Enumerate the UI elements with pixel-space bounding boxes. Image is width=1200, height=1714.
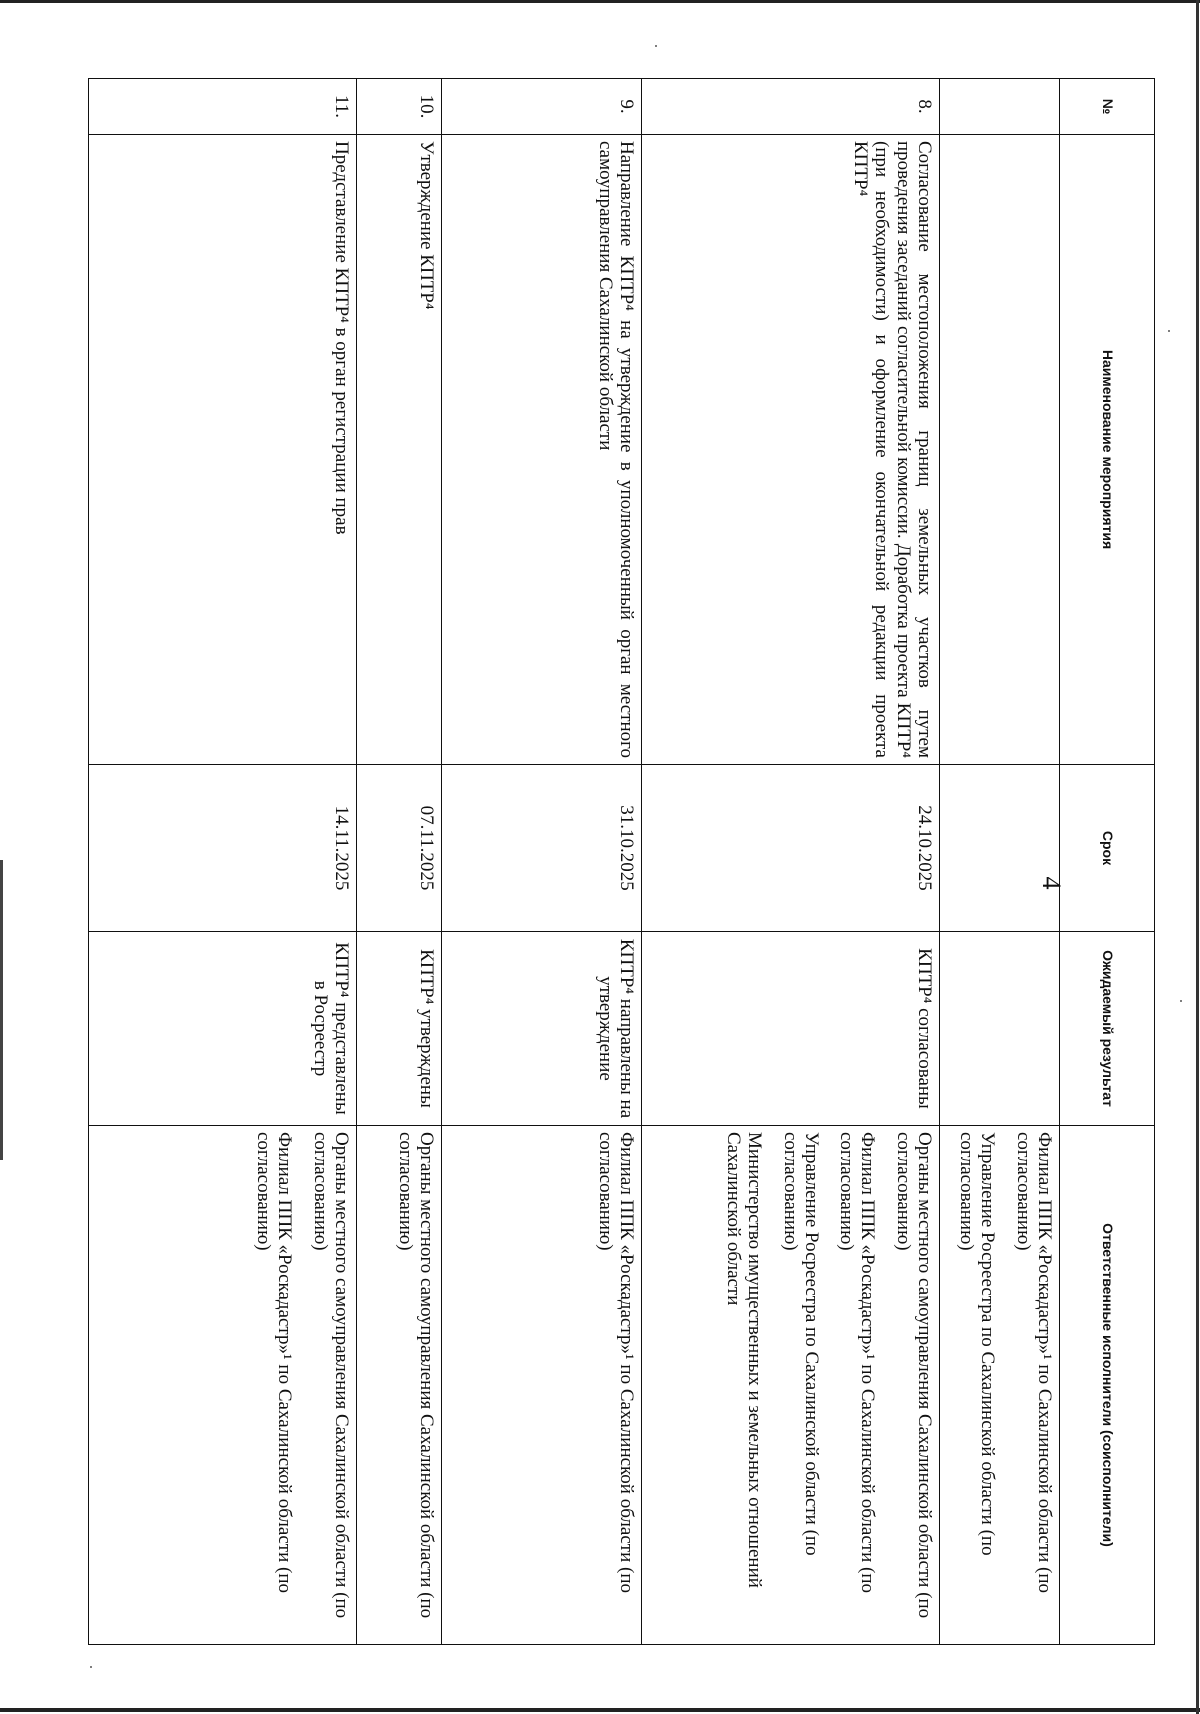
- row-result: КПТР⁴ направлены на утверждение: [442, 932, 642, 1126]
- executor: Управление Росреестра по Сахалинской области (по согласованию): [779, 1132, 822, 1556]
- row-result: КПТР⁴ согласованы: [642, 932, 940, 1126]
- executor: Филиал ППК «Роскадастр»¹ по Сахалинской области (по согласованию): [594, 1132, 637, 1593]
- executor: Управление Росреестра по Сахалинской области (по согласованию): [956, 1132, 999, 1556]
- table-row-8: [642, 79, 940, 1645]
- header-result: Ожидаемый результат: [1060, 932, 1155, 1126]
- row-num: 10.: [357, 79, 442, 135]
- executors-cell: [642, 1126, 940, 1645]
- scan-speck: [1180, 1000, 1182, 1002]
- executors-cell: [442, 1126, 642, 1645]
- table-row-continuation: [940, 79, 1060, 1645]
- row-name: Направление КПТР⁴ на утверждение в уполномоченный орган местного самоуправления Сахалинской области: [442, 135, 642, 765]
- row-term: 24.10.2025: [642, 765, 940, 932]
- scan-speck: [655, 45, 657, 47]
- row-result: КПТР⁴ утверждены: [357, 932, 442, 1126]
- row-term: 07.11.2025: [357, 765, 442, 932]
- executors-cell: [357, 1126, 442, 1645]
- row-name: Представление КПТР⁴ в орган регистрации прав: [89, 135, 357, 765]
- executors-cell: [89, 1126, 357, 1645]
- events-table: [88, 78, 1155, 1645]
- executor: Органы местного самоуправления Сахалинской области (по согласованию): [394, 1132, 437, 1619]
- row-name: Согласование местоположения границ земельных участков путем проведения заседаний согласительной комиссии. Доработка проекта КПТР⁴ (при необходимости) и оформление окончательной редакции проекта КПТР⁴: [642, 135, 940, 765]
- header-num: №: [1060, 79, 1155, 135]
- table-row-11: [89, 79, 357, 1645]
- row-name: Утверждение КПТР⁴: [357, 135, 442, 765]
- scan-edge-bottom: [0, 1708, 1200, 1712]
- executor: Министерство имущественных и земельных отношений Сахалинской области: [723, 1132, 766, 1588]
- row-term: 31.10.2025: [442, 765, 642, 932]
- scan-speck: [90, 1666, 92, 1668]
- table-row-10: [357, 79, 442, 1645]
- scan-edge-right: [1196, 0, 1199, 1714]
- executor: Филиал ППК «Роскадастр»¹ по Сахалинской области (по согласованию): [1012, 1132, 1055, 1593]
- executor: Филиал ППК «Роскадастр»¹ по Сахалинской области (по согласованию): [836, 1132, 879, 1593]
- executors-cell: [940, 1126, 1060, 1645]
- header-term: Срок: [1060, 765, 1155, 932]
- row-term: 14.11.2025: [89, 765, 357, 932]
- table-header-row: [1060, 79, 1155, 1645]
- header-name: Наименование мероприятия: [1060, 135, 1155, 765]
- page-number: 4: [1037, 876, 1066, 890]
- events-table-rotated: [89, 78, 1155, 1644]
- table-row-9: [442, 79, 642, 1645]
- row-num: 11.: [89, 79, 357, 135]
- executor: Филиал ППК «Роскадастр»¹ по Сахалинской области (по согласованию): [253, 1132, 296, 1593]
- header-executors: Ответственные исполнители (соисполнители): [1060, 1126, 1155, 1645]
- row-num: 9.: [442, 79, 642, 135]
- row-num: 8.: [642, 79, 940, 135]
- executor: Органы местного самоуправления Сахалинской области (по согласованию): [892, 1132, 935, 1619]
- scan-speck: [1168, 330, 1170, 332]
- scan-edge-top: [0, 0, 1200, 3]
- executor: Органы местного самоуправления Сахалинской области (по согласованию): [309, 1132, 352, 1619]
- row-result: КПТР⁴ представлены в Росреестр: [89, 932, 357, 1126]
- scan-edge-left: [0, 860, 3, 1160]
